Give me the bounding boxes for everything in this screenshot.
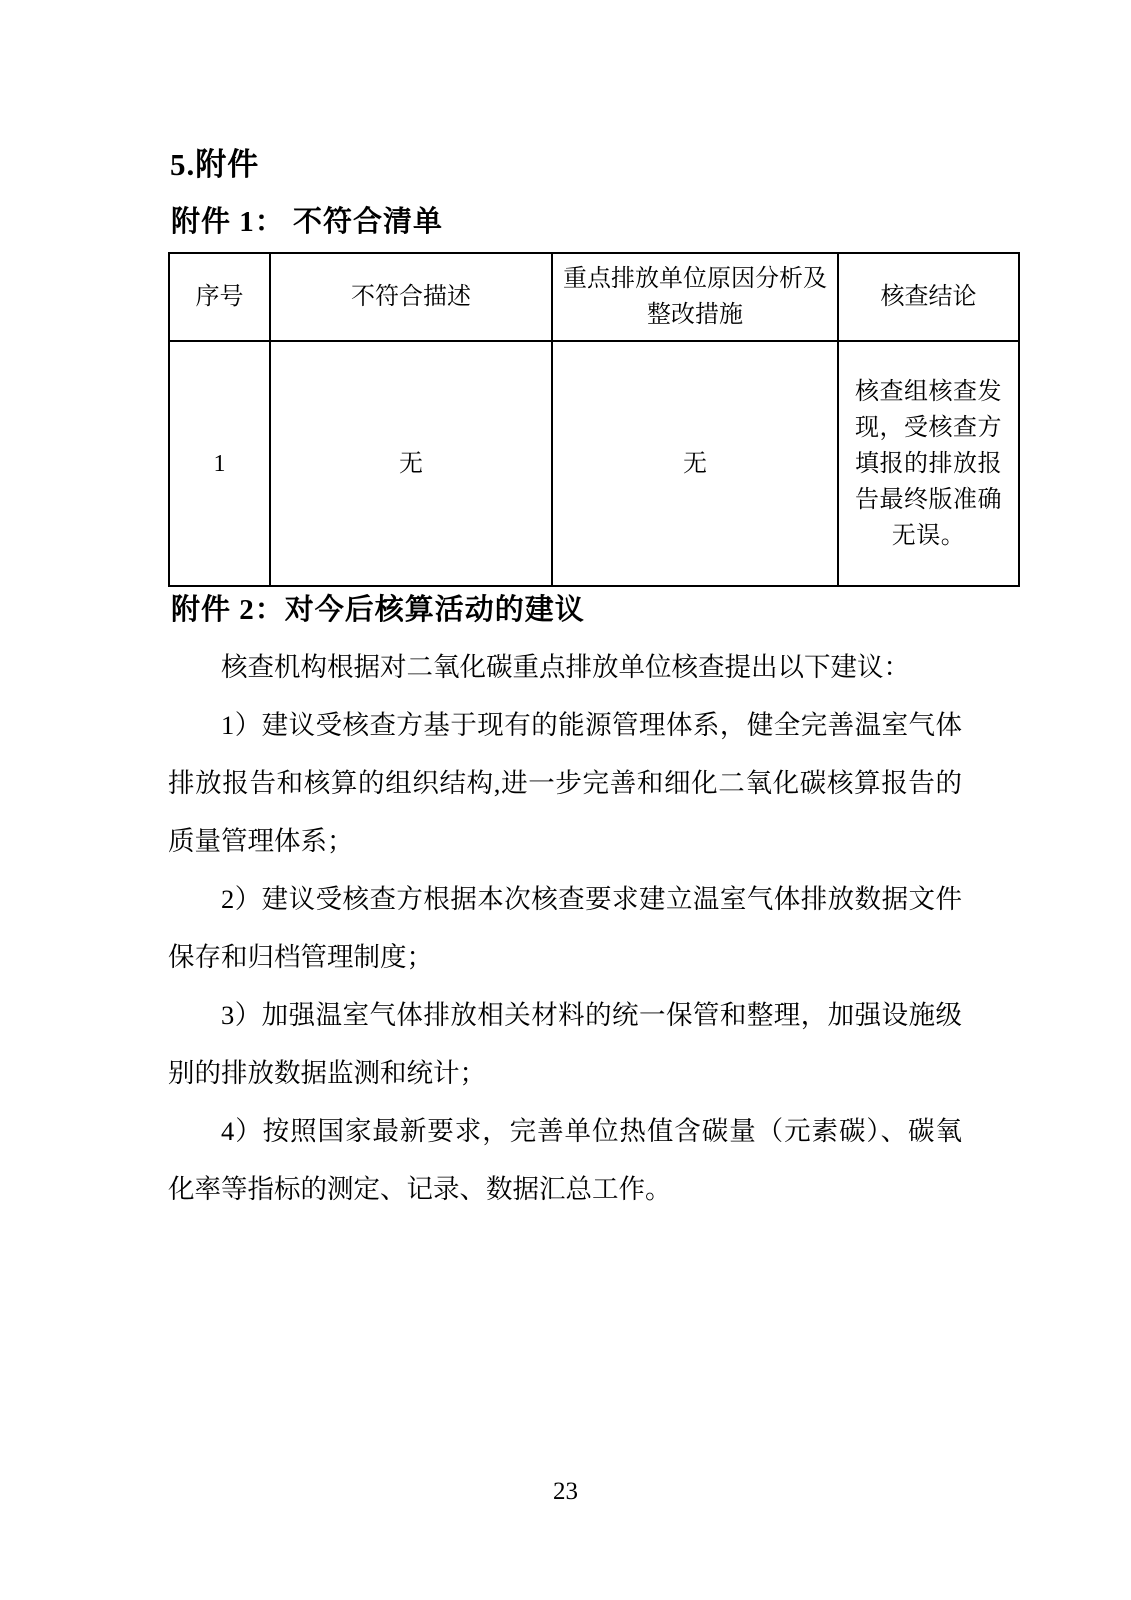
cell-conclusion: 核查组核查发现，受核查方填报的排放报告最终版准确无误。 [838,341,1019,586]
header-analysis: 重点排放单位原因分析及整改措施 [552,253,838,341]
cell-index: 1 [169,341,270,586]
suggestion-2: 2）建议受核查方根据本次核查要求建立温室气体排放数据文件保存和归档管理制度； [168,884,962,972]
cell-analysis: 无 [552,341,838,586]
suggestions-block [168,638,962,1218]
suggestion-1: 1）建议受核查方基于现有的能源管理体系，健全完善温室气体排放报告和核算的组织结构,进一步完善和细化二氧化碳核算报告的质量管理体系； [168,710,962,856]
attachment1-heading: 附件 1： 不符合清单 [171,206,444,238]
header-description: 不符合描述 [270,253,552,341]
page-number: 23 [553,1478,578,1505]
table-body [169,341,1019,586]
table-header-row [169,253,1019,341]
cell-description: 无 [270,341,552,586]
intro-paragraph: 核查机构根据对二氧化碳重点排放单位核查提出以下建议： [221,652,910,682]
section-title: 5.附件 [170,147,260,182]
table-row [169,341,1019,586]
header-index: 序号 [169,253,270,341]
attachment2-heading: 附件 2：对今后核算活动的建议 [171,594,585,626]
table-header [169,253,1019,341]
suggestion-4: 4）按照国家最新要求，完善单位热值含碳量（元素碳）、碳氧化率等指标的测定、记录、数据汇总工作。 [168,1116,962,1204]
nonconformity-table [168,252,1020,587]
suggestion-3: 3）加强温室气体排放相关材料的统一保管和整理，加强设施级别的排放数据监测和统计； [168,1000,962,1088]
header-conclusion: 核查结论 [838,253,1019,341]
